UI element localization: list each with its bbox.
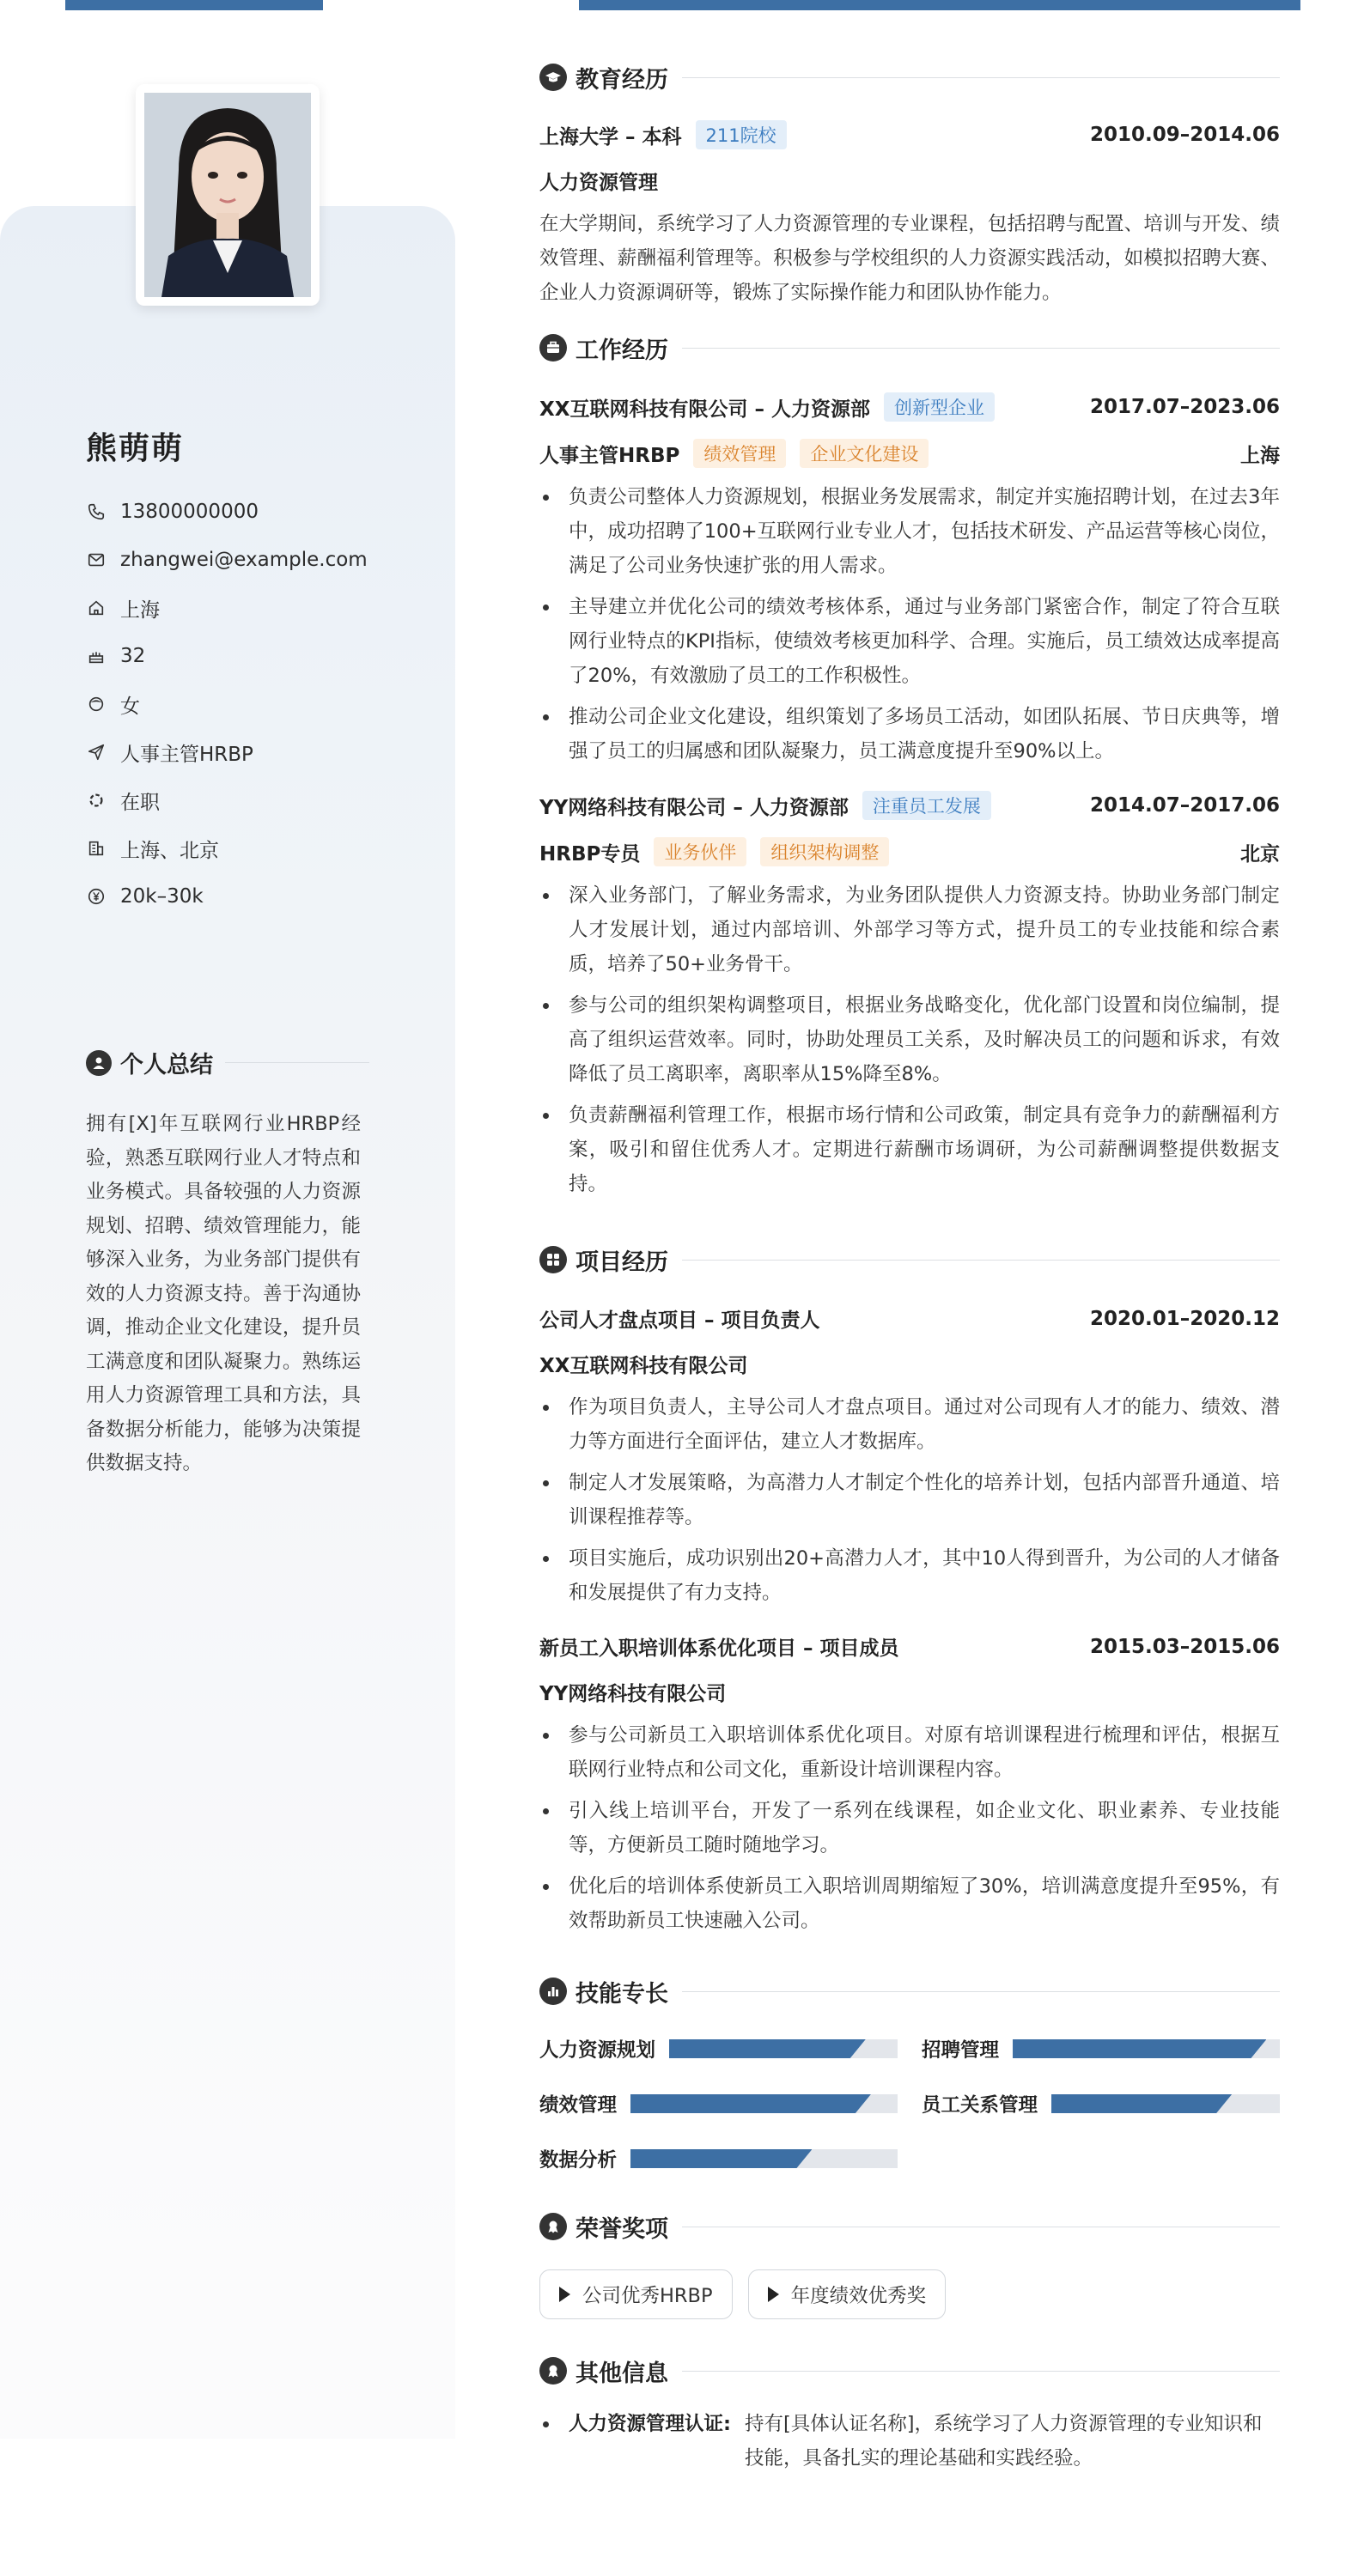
skills-header xyxy=(539,1974,1280,2008)
bullet-item: 引入线上培训平台，开发了一系列在线课程，如企业文化、职业素养、专业技能等，方便新员工随时随地学习。 xyxy=(539,1794,1280,1862)
building-icon xyxy=(86,838,107,859)
summary-title: 个人总结 xyxy=(120,1052,213,1078)
work-title: 工作经历 xyxy=(575,337,668,364)
yen-icon xyxy=(86,886,107,907)
contact-cities xyxy=(86,824,368,872)
bullet-item: 作为项目负责人，主导公司人才盘点项目。通过对公司现有人才的能力、绩效、潜力等方面进行全面评估，建立人才数据库。 xyxy=(539,1390,1280,1459)
summary-header xyxy=(86,1046,369,1079)
job-1-role: 人事主管HRBP xyxy=(539,444,680,467)
skill-item xyxy=(539,2032,898,2065)
award-icon xyxy=(539,2357,567,2385)
contact-status xyxy=(86,776,368,824)
job-1-period: 2017.07–2023.06 xyxy=(1089,396,1280,418)
cake-icon xyxy=(86,646,107,666)
skill-bar-fill xyxy=(630,2094,871,2113)
graduation-cap-icon xyxy=(539,64,567,91)
project-1-head xyxy=(539,1304,1280,1333)
skill-bar xyxy=(1051,2094,1280,2113)
skill-bar xyxy=(1013,2039,1280,2058)
education-period: 2010.09–2014.06 xyxy=(1089,124,1280,146)
bar-chart-icon xyxy=(539,1978,567,2005)
contact-age-text: 32 xyxy=(120,645,146,667)
projects-divider xyxy=(682,1260,1280,1261)
skill-label: 招聘管理 xyxy=(922,2039,1000,2062)
other-header xyxy=(539,2354,1280,2388)
award-badge xyxy=(539,2269,733,2319)
contact-phone xyxy=(86,488,368,536)
top-accent-bar-left xyxy=(65,0,323,10)
contact-gender-text: 女 xyxy=(120,695,140,718)
skills-title: 技能专长 xyxy=(575,1980,668,2008)
phone-icon xyxy=(86,501,107,522)
job-1-role-row xyxy=(539,439,1280,468)
candidate-name: 熊萌萌 xyxy=(86,431,185,466)
bullet-item: 推动公司企业文化建设，组织策划了多场员工活动，如团队拓展、节日庆典等，增强了员工的归属感和团队凝聚力，员工满意度提升至90%以上。 xyxy=(539,700,1280,769)
top-accent-bar-right xyxy=(579,0,1300,10)
job-2-head xyxy=(539,791,1280,820)
skill-item xyxy=(922,2032,1280,2065)
summary-divider xyxy=(225,1062,369,1063)
education-major-row xyxy=(539,167,1280,195)
contact-age xyxy=(86,632,368,680)
skill-bar xyxy=(669,2039,898,2058)
profile-photo xyxy=(144,93,311,297)
bullet-item: 参与公司的组织架构调整项目，根据业务战略变化，优化部门设置和岗位编制，提高了组织运营效率。同时，协助处理员工关系，及时解决员工的问题和诉求，有效降低了员工离职率，离职率从15%降至8%。 xyxy=(539,988,1280,1091)
job-2-role-tag: 组织架构调整 xyxy=(760,837,889,866)
contact-position-text: 人事主管HRBP xyxy=(120,743,253,766)
contact-email-text: zhangwei@example.com xyxy=(120,549,368,571)
portrait-illustration xyxy=(144,93,311,297)
skill-bar-fill xyxy=(1013,2039,1266,2058)
main-column xyxy=(539,60,1280,2476)
skill-label: 数据分析 xyxy=(539,2149,618,2172)
skill-bar-fill xyxy=(1051,2094,1232,2113)
skill-bar-fill xyxy=(630,2149,812,2168)
skill-bar xyxy=(630,2149,898,2168)
job-2-period: 2014.07–2017.06 xyxy=(1089,794,1280,817)
education-desc: 在大学期间，系统学习了人力资源管理的专业课程，包括招聘与配置、培训与开发、绩效管理、薪酬福利管理等。积极参与学校组织的人力资源实践活动，如模拟招聘大赛、企业人力资源调研等，锻炼了实际操作能力和团队协作能力。 xyxy=(539,213,1280,304)
projects-title: 项目经历 xyxy=(575,1249,668,1276)
job-2-company: YY网络科技有限公司 – 人力资源部 xyxy=(539,796,849,819)
award-label: 年度绩效优秀奖 xyxy=(790,2285,927,2307)
skill-item xyxy=(539,2087,898,2120)
contact-cities-text: 上海、北京 xyxy=(120,839,219,862)
contact-salary xyxy=(86,872,368,920)
bullet-item: 参与公司新员工入职培训体系优化项目。对原有培训课程进行梳理和评估，根据互联网行业特点和公司文化，重新设计培训课程内容。 xyxy=(539,1718,1280,1787)
send-icon xyxy=(86,742,107,762)
honors-header xyxy=(539,2209,1280,2244)
education-tag: 211院校 xyxy=(696,120,787,149)
education-major: 人力资源管理 xyxy=(539,172,658,194)
contact-position xyxy=(86,728,368,776)
education-title: 教育经历 xyxy=(575,66,668,94)
skill-label: 绩效管理 xyxy=(539,2094,618,2117)
job-2-role-tag: 业务伙伴 xyxy=(654,837,746,866)
contact-list xyxy=(86,488,368,920)
skill-label: 人力资源规划 xyxy=(539,2039,656,2062)
honors-list xyxy=(539,2269,1280,2319)
job-1-city: 上海 xyxy=(1240,444,1280,467)
contact-location-text: 上海 xyxy=(120,598,160,622)
status-icon xyxy=(86,790,107,811)
contact-email xyxy=(86,536,368,584)
award-label: 公司优秀HRBP xyxy=(582,2285,713,2307)
award-badge xyxy=(748,2269,947,2319)
job-2-city: 北京 xyxy=(1240,842,1280,866)
education-header xyxy=(539,60,1280,94)
contact-gender xyxy=(86,680,368,728)
project-2-head xyxy=(539,1632,1280,1661)
briefcase-icon xyxy=(539,334,567,361)
skills-divider xyxy=(682,1991,1280,1992)
bullet-dot xyxy=(539,2407,569,2476)
project-1-org: XX互联网科技有限公司 xyxy=(539,1355,748,1377)
job-1-company: XX互联网科技有限公司 – 人力资源部 xyxy=(539,398,870,421)
project-1-name: 公司人才盘点项目 – 项目负责人 xyxy=(539,1309,820,1332)
skill-label: 员工关系管理 xyxy=(922,2094,1038,2117)
bullet-item: 优化后的培训体系使新员工入职培训周期缩短了30%，培训满意度提升至95%，有效帮助新员工快速融入公司。 xyxy=(539,1869,1280,1938)
mail-icon xyxy=(86,550,107,570)
work-header xyxy=(539,331,1280,365)
contact-phone-text: 13800000000 xyxy=(120,501,259,523)
bullet-item: 负责公司整体人力资源规划，根据业务发展需求，制定并实施招聘计划，在过去3年中，成功招聘了100+互联网行业专业人才，包括技术研发、产品运营等核心岗位，满足了公司业务快速扩张的用人需求。 xyxy=(539,480,1280,583)
projects-header xyxy=(539,1242,1280,1277)
home-icon xyxy=(86,598,107,618)
bullet-item: 主导建立并优化公司的绩效考核体系，通过与业务部门紧密合作，制定了符合互联网行业特点的KPI指标，使绩效考核更加科学、合理。实施后，员工绩效达成率提高了20%，有效激励了员工的工作积极性。 xyxy=(539,590,1280,693)
project-2-org: YY网络科技有限公司 xyxy=(539,1683,727,1705)
education-entry-head xyxy=(539,120,1280,149)
other-item-key: 人力资源管理认证: xyxy=(569,2413,731,2435)
job-2-bullets xyxy=(539,878,1280,1201)
skill-item xyxy=(539,2142,898,2175)
skill-bar xyxy=(630,2094,898,2113)
project-2-period: 2015.03–2015.06 xyxy=(1089,1635,1280,1658)
person-icon xyxy=(86,1050,112,1076)
job-1-role-tag: 绩效管理 xyxy=(693,439,786,468)
contact-location xyxy=(86,584,368,632)
job-1-company-tag: 创新型企业 xyxy=(884,392,995,422)
contact-status-text: 在职 xyxy=(120,791,160,814)
other-title: 其他信息 xyxy=(575,2360,668,2387)
bullet-item: 项目实施后，成功识别出20+高潜力人才，其中10人得到晋升，为公司的人才储备和发展提供了有力支持。 xyxy=(539,1541,1280,1610)
job-1-head xyxy=(539,392,1280,422)
job-2-role: HRBP专员 xyxy=(539,842,641,866)
education-divider xyxy=(682,77,1280,78)
work-divider xyxy=(682,348,1280,349)
job-1-bullets xyxy=(539,480,1280,769)
other-item xyxy=(539,2407,1280,2476)
bullet-item: 制定人才发展策略，为高潜力人才制定个性化的培养计划，包括内部晋升通道、培训课程推荐等。 xyxy=(539,1466,1280,1534)
job-1-role-tag: 企业文化建设 xyxy=(800,439,929,468)
project-2-org-row xyxy=(539,1678,1280,1706)
profile-photo-frame xyxy=(136,84,320,306)
skill-bar-fill xyxy=(669,2039,866,2058)
job-2-role-row xyxy=(539,837,1280,866)
play-icon xyxy=(768,2287,779,2302)
other-divider xyxy=(682,2371,1280,2372)
skills-grid xyxy=(539,2032,1280,2175)
bullet-item: 负责薪酬福利管理工作，根据市场行情和公司政策，制定具有竞争力的薪酬福利方案，吸引和留住优秀人才。定期进行薪酬市场调研，为公司薪酬调整提供数据支持。 xyxy=(539,1098,1280,1201)
grid-icon xyxy=(539,1246,567,1273)
job-2-company-tag: 注重员工发展 xyxy=(862,791,991,820)
play-icon xyxy=(559,2287,570,2302)
award-icon xyxy=(539,2213,567,2240)
project-2-name: 新员工入职培训体系优化项目 – 项目成员 xyxy=(539,1637,899,1660)
bullet-item: 深入业务部门，了解业务需求，为业务团队提供人力资源支持。协助业务部门制定人才发展计划，通过内部培训、外部学习等方式，提升员工的专业技能和综合素质，培养了50+业务骨干。 xyxy=(539,878,1280,981)
summary-text: 拥有[X]年互联网行业HRBP经验，熟悉互联网行业人才特点和业务模式。具备较强的人力资源规划、招聘、绩效管理能力，能够深入业务，为业务部门提供有效的人力资源支持。善于沟通协调，推动企业文化建设，提升员工满意度和团队凝聚力。熟练运用人力资源管理工具和方法，具备数据分析能力，能够为决策提供数据支持。 xyxy=(86,1113,361,1474)
project-1-period: 2020.01–2020.12 xyxy=(1089,1307,1280,1330)
honors-title: 荣誉奖项 xyxy=(575,2215,668,2243)
gender-icon xyxy=(86,694,107,714)
project-2-bullets xyxy=(539,1718,1280,1938)
other-item-value: 持有[具体认证名称]，系统学习了人力资源管理的专业知识和技能，具备扎实的理论基础和实践经验。 xyxy=(745,2413,1263,2470)
project-1-org-row xyxy=(539,1350,1280,1378)
skill-item xyxy=(922,2087,1280,2120)
education-school: 上海大学 – 本科 xyxy=(539,125,682,149)
project-1-bullets xyxy=(539,1390,1280,1610)
contact-salary-text: 20k–30k xyxy=(120,885,204,908)
